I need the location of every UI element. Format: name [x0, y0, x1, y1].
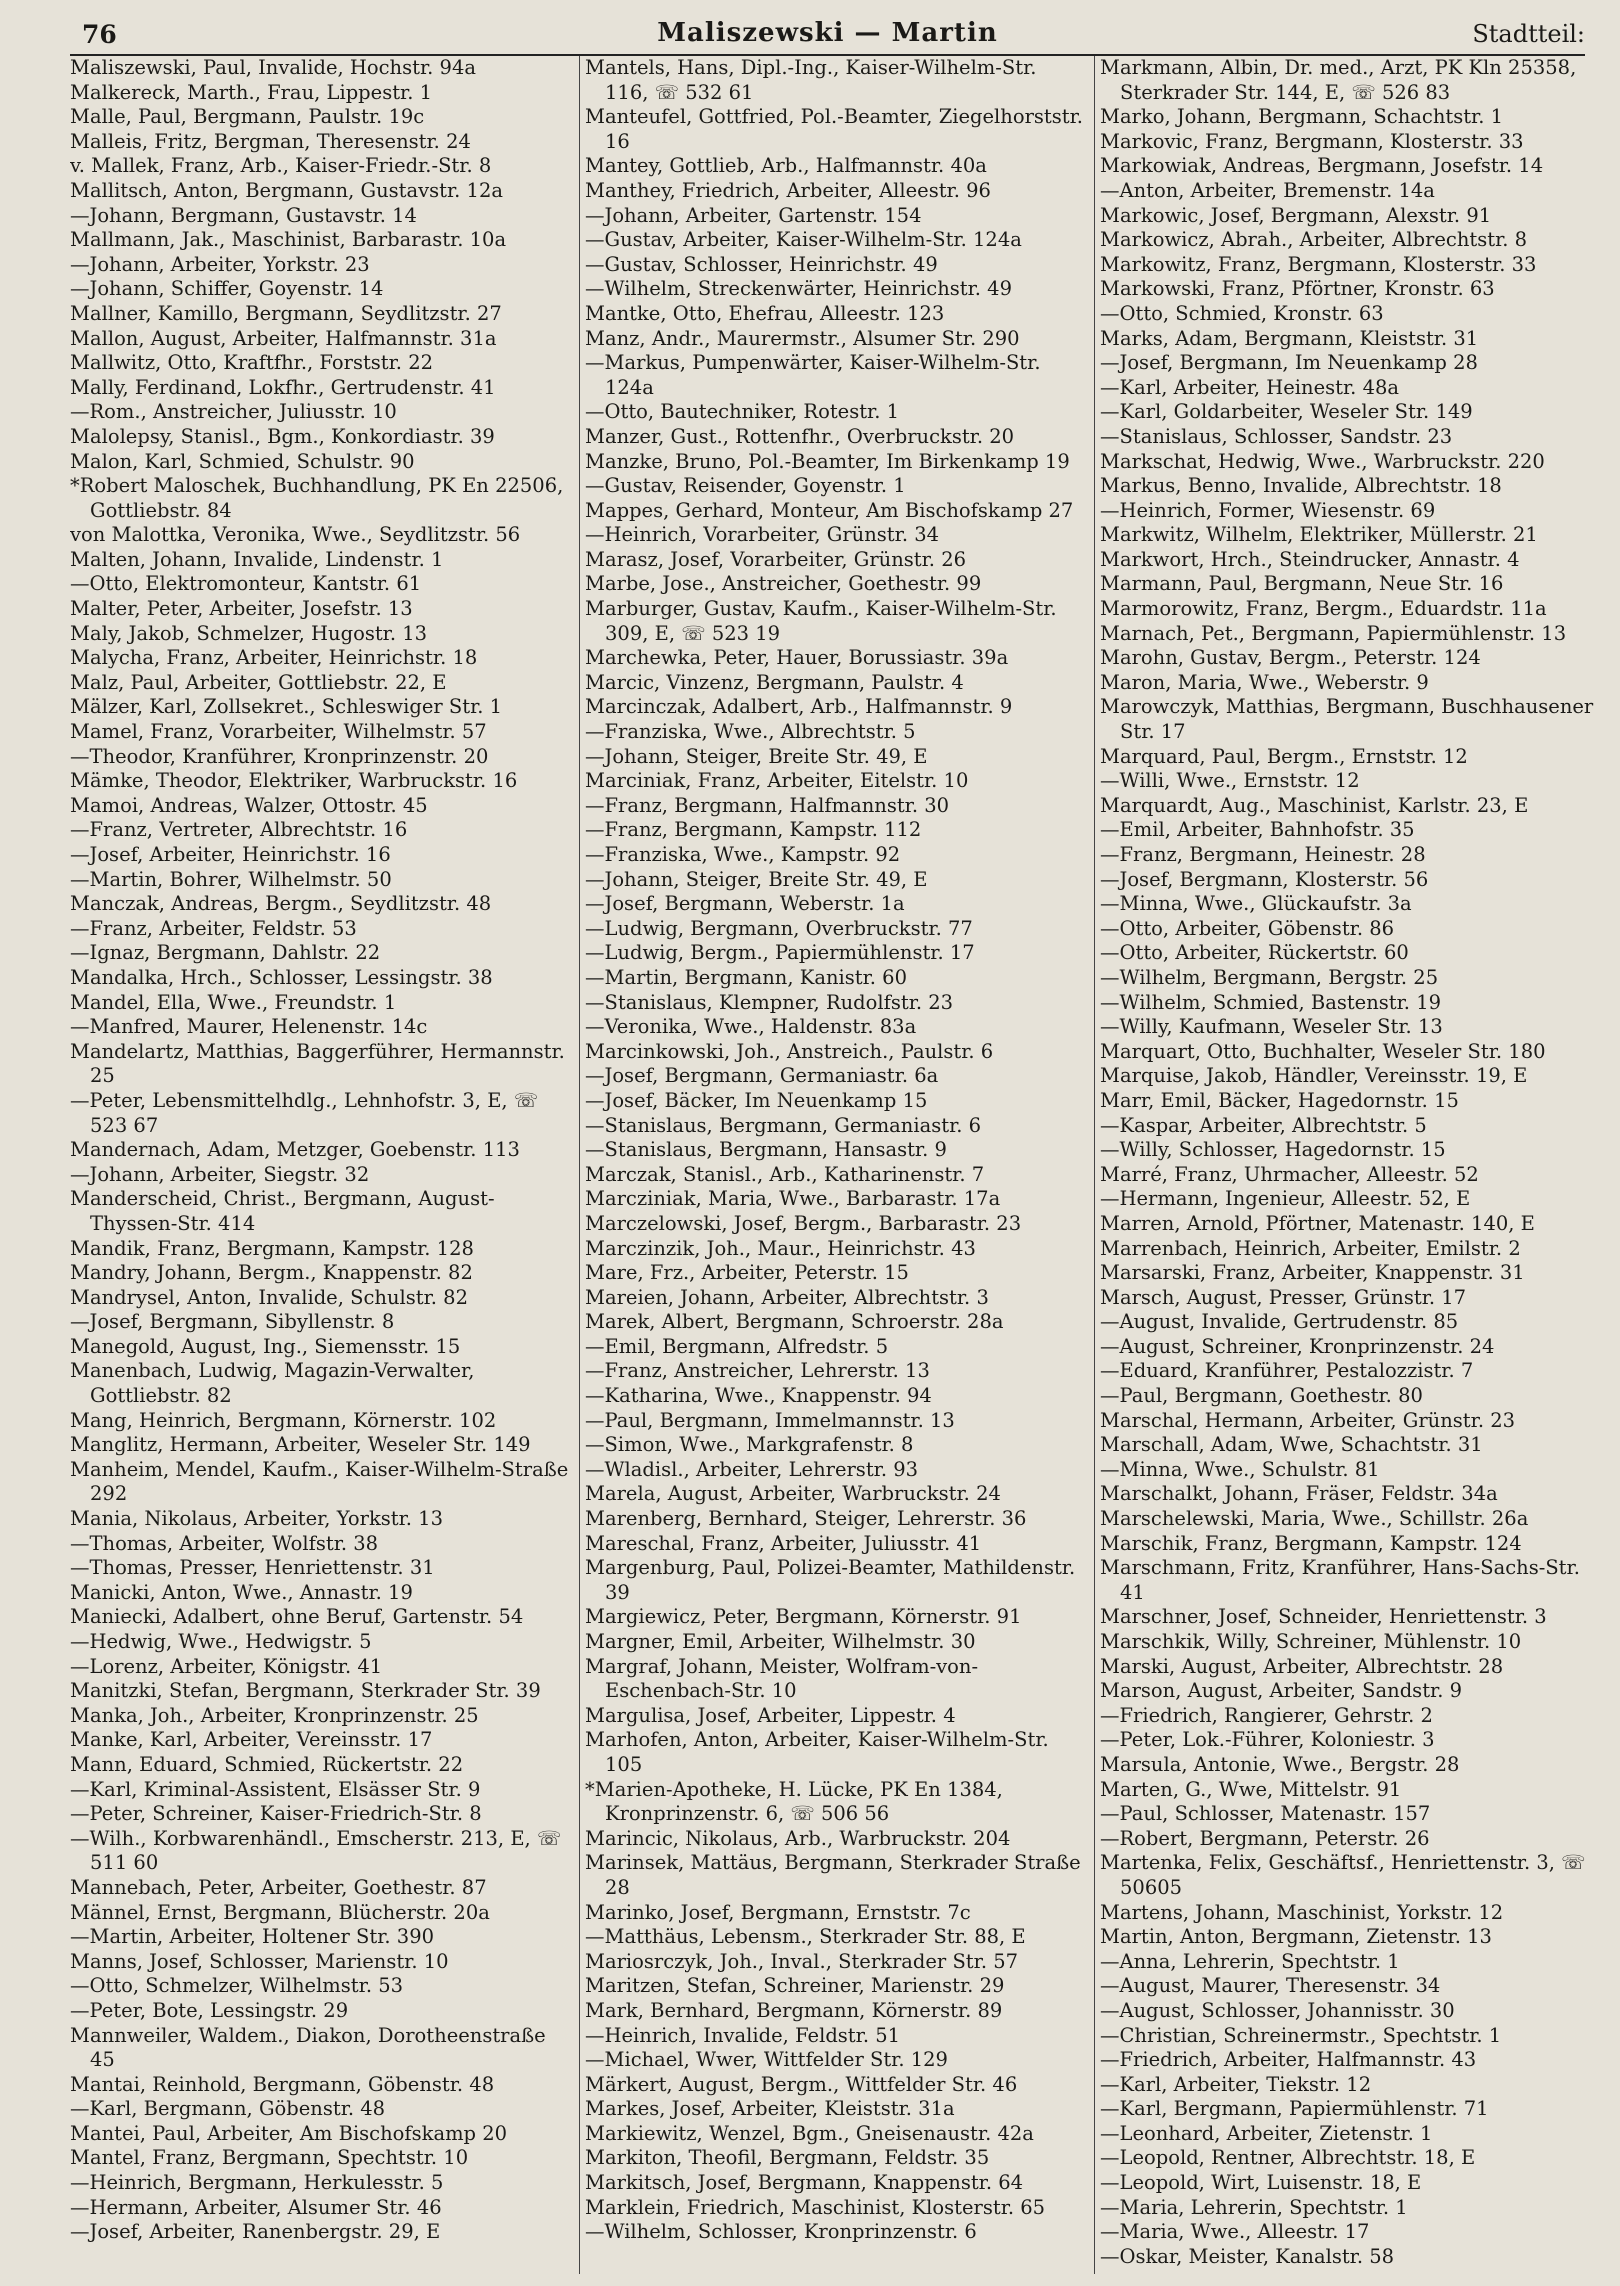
directory-entry: —Heinrich, Invalide, Feldstr. 51 [585, 2023, 901, 2047]
directory-entry: Mandel, Ella, Wwe., Freundstr. 1 [70, 990, 397, 1014]
directory-entry: Martens, Johann, Maschinist, Yorkstr. 12 [1100, 1900, 1504, 1924]
directory-entry: —Otto, Bautechniker, Rotestr. 1 [585, 400, 900, 424]
directory-entry: —Wilhelm, Schmied, Bastenstr. 19 [1100, 990, 1442, 1014]
directory-entry: —Johann, Steiger, Breite Str. 49, E [585, 744, 928, 768]
directory-entry: —Willy, Kaufmann, Weseler Str. 13 [1100, 1015, 1443, 1039]
directory-entry: —Franziska, Wwe., Albrechtstr. 5 [585, 720, 916, 744]
page-number: 76 [82, 20, 117, 49]
directory-entry: —Oskar, Meister, Kanalstr. 58 [1100, 2244, 1395, 2268]
column-2 [585, 56, 1085, 2245]
directory-entry: —Karl, Bergmann, Papiermühlenstr. 71 [1100, 2097, 1489, 2121]
directory-entry: Manicki, Anton, Wwe., Annastr. 19 [70, 1580, 413, 1604]
directory-entry: Marnach, Pet., Bergmann, Papiermühlenstr. 13 [1100, 621, 1567, 645]
directory-entry: Marcziniak, Maria, Wwe., Barbarastr. 17a [585, 1187, 1001, 1211]
directory-entry: Margenburg, Paul, Polizei-Beamter, Mathildenstr. 39 [585, 1556, 1076, 1604]
directory-entry: Malten, Johann, Invalide, Lindenstr. 1 [70, 547, 444, 571]
directory-entry: —Josef, Bäcker, Im Neuenkamp 15 [585, 1088, 928, 1112]
directory-entry: Mamoi, Andreas, Walzer, Ottostr. 45 [70, 793, 428, 817]
directory-entry: Mally, Ferdinand, Lokfhr., Gertrudenstr. 41 [70, 375, 496, 399]
directory-entry: —Anton, Arbeiter, Bremenstr. 14a [1100, 178, 1435, 202]
directory-entry: Manke, Karl, Arbeiter, Vereinsstr. 17 [70, 1728, 433, 1752]
directory-entry: —Willy, Schlosser, Hagedornstr. 15 [1100, 1138, 1446, 1162]
directory-entry: —Michael, Wwer, Wittfelder Str. 129 [585, 2048, 948, 2072]
directory-entry: Mallon, August, Arbeiter, Halfmannstr. 31a [70, 326, 497, 350]
directory-entry: Malon, Karl, Schmied, Schulstr. 90 [70, 449, 415, 473]
directory-entry: —Christian, Schreinermstr., Spechtstr. 1 [1100, 2023, 1502, 2047]
directory-entry: Marcinczak, Adalbert, Arb., Halfmannstr. 9 [585, 695, 1013, 719]
directory-entry: Mannebach, Peter, Arbeiter, Goethestr. 87 [70, 1875, 487, 1899]
directory-entry: —Simon, Wwe., Markgrafenstr. 8 [585, 1433, 914, 1457]
directory-entry: —Friedrich, Arbeiter, Halfmannstr. 43 [1100, 2048, 1477, 2072]
directory-entry: —Peter, Lok.-Führer, Koloniestr. 3 [1100, 1728, 1435, 1752]
directory-entry: —Hermann, Ingenieur, Alleestr. 52, E [1100, 1187, 1471, 1211]
directory-entry: Manglitz, Hermann, Arbeiter, Weseler Str. 149 [70, 1433, 531, 1457]
page-header [70, 12, 1585, 56]
directory-entry: —Stanislaus, Klempner, Rudolfstr. 23 [585, 990, 954, 1014]
directory-entry: —Rom., Anstreicher, Juliusstr. 10 [70, 400, 397, 424]
directory-entry: —Franziska, Wwe., Kampstr. 92 [585, 843, 901, 866]
directory-entry: Maritzen, Stefan, Schreiner, Marienstr. 29 [585, 1974, 1005, 1998]
column-divider [1094, 56, 1095, 2274]
directory-entry: Markwort, Hrch., Steindrucker, Annastr. 4 [1100, 547, 1520, 571]
directory-entry: —Josef, Bergmann, Weberstr. 1a [585, 892, 905, 916]
directory-entry: —Otto, Arbeiter, Göbenstr. 86 [1100, 916, 1395, 940]
directory-entry: Malleis, Fritz, Bergman, Theresenstr. 24 [70, 129, 471, 153]
directory-entry: —Anna, Lehrerin, Spechtstr. 1 [1100, 1949, 1400, 1973]
directory-entry: —Franz, Bergmann, Kampstr. 112 [585, 818, 922, 842]
directory-entry: Marciniak, Franz, Arbeiter, Eitelstr. 10 [585, 769, 969, 793]
directory-entry: —Wladisl., Arbeiter, Lehrerstr. 93 [585, 1457, 919, 1481]
directory-entry: Mantke, Otto, Ehefrau, Alleestr. 123 [585, 301, 945, 325]
directory-entry: —August, Invalide, Gertrudenstr. 85 [1100, 1310, 1459, 1334]
directory-entry: Marsarski, Franz, Arbeiter, Knappenstr. 31 [1100, 1261, 1525, 1285]
directory-entry: Mandry, Johann, Bergm., Knappenstr. 82 [70, 1261, 473, 1285]
directory-entry: von Malottka, Veronika, Wwe., Seydlitzstr. 56 [70, 523, 521, 547]
directory-entry: —Karl, Goldarbeiter, Weseler Str. 149 [1100, 400, 1473, 424]
directory-entry: Mandelartz, Matthias, Baggerführer, Hermannstr. 25 [70, 1039, 565, 1088]
directory-entry: —Josef, Bergmann, Sibyllenstr. 8 [70, 1310, 395, 1334]
directory-entry: —Karl, Arbeiter, Tiekstr. 12 [1100, 2072, 1372, 2096]
directory-entry: —Paul, Bergmann, Immelmannstr. 13 [585, 1408, 955, 1432]
directory-entry: —Franz, Bergmann, Heinestr. 28 [1100, 843, 1426, 866]
directory-entry: Mämke, Theodor, Elektriker, Warbruckstr. 16 [70, 769, 518, 793]
directory-entry: Maly, Jakob, Schmelzer, Hugostr. 13 [70, 621, 428, 645]
directory-entry: —Franz, Vertreter, Albrechtstr. 16 [70, 818, 408, 842]
directory-entry: Mallitsch, Anton, Bergmann, Gustavstr. 12a [70, 178, 503, 202]
directory-entry: —Heinrich, Vorarbeiter, Grünstr. 34 [585, 523, 940, 547]
directory-entry: —Emil, Arbeiter, Bahnhofstr. 35 [1100, 818, 1415, 842]
directory-entry: Marincic, Nikolaus, Arb., Warbruckstr. 204 [585, 1826, 1011, 1850]
directory-entry: Mantels, Hans, Dipl.-Ing., Kaiser-Wilhelm-Str. 116, ☏ 532 61 [585, 56, 1037, 104]
directory-entry: Markowiak, Andreas, Bergmann, Josefstr. 14 [1100, 154, 1544, 178]
directory-entry: Marré, Franz, Uhrmacher, Alleestr. 52 [1100, 1162, 1479, 1186]
directory-entry: —Stanislaus, Bergmann, Germaniastr. 6 [585, 1113, 982, 1137]
directory-entry: —Gustav, Arbeiter, Kaiser-Wilhelm-Str. 124a [585, 228, 1022, 252]
directory-entry: Märkert, August, Bergm., Wittfelder Str. 46 [585, 2072, 1018, 2096]
column-1 [70, 56, 570, 2245]
directory-entry: Marowczyk, Matthias, Bergmann, Buschhausener Str. 17 [1100, 695, 1594, 744]
directory-entry: Manenbach, Ludwig, Magazin-Verwalter, Gottliebstr. 82 [70, 1359, 475, 1408]
directory-entry: Markwitz, Wilhelm, Elektriker, Müllerstr. 21 [1100, 523, 1538, 547]
directory-entry: Männel, Ernst, Bergmann, Blücherstr. 20a [70, 1900, 490, 1924]
directory-entry: Marasz, Josef, Vorarbeiter, Grünstr. 26 [585, 547, 967, 571]
directory-entry: —Markus, Pumpenwärter, Kaiser-Wilhelm-Str. 124a [585, 351, 1041, 399]
directory-entry: —Willi, Wwe., Ernststr. 12 [1100, 769, 1360, 793]
directory-entry: Mallmann, Jak., Maschinist, Barbarastr. 10a [70, 228, 507, 252]
directory-entry: Marks, Adam, Bergmann, Kleiststr. 31 [1100, 326, 1479, 350]
directory-entry: —Matthäus, Lebensm., Sterkrader Str. 88, E [585, 1925, 1026, 1949]
directory-entry: Mallner, Kamillo, Bergmann, Seydlitzstr. 27 [70, 301, 502, 325]
directory-entry: Mantai, Reinhold, Bergmann, Göbenstr. 48 [70, 2072, 495, 2096]
directory-entry: Marhofen, Anton, Arbeiter, Kaiser-Wilhelm-Str. 105 [585, 1728, 1049, 1776]
directory-entry: —Maria, Lehrerin, Spechtstr. 1 [1100, 2195, 1408, 2219]
directory-entry: Marsch, August, Presser, Grünstr. 17 [1100, 1285, 1467, 1309]
directory-entry: Maniecki, Adalbert, ohne Beruf, Gartenstr. 54 [70, 1605, 524, 1629]
directory-entry: —Franz, Anstreicher, Lehrerstr. 13 [585, 1359, 930, 1383]
directory-entry: Manthey, Friedrich, Arbeiter, Alleestr. 96 [585, 178, 991, 202]
directory-entry: Martenka, Felix, Geschäftsf., Henriettenstr. 3, ☏ 50605 [1100, 1851, 1586, 1899]
directory-entry: —Martin, Arbeiter, Holtener Str. 390 [70, 1925, 435, 1949]
directory-entry: —Otto, Elektromonteur, Kantstr. 61 [70, 572, 422, 596]
directory-entry: Mandik, Franz, Bergmann, Kampstr. 128 [70, 1236, 474, 1260]
directory-entry: Marczinzik, Joh., Maur., Heinrichstr. 43 [585, 1236, 976, 1260]
directory-entry: Martin, Anton, Bergmann, Zietenstr. 13 [1100, 1925, 1492, 1949]
directory-entry: —Wilhelm, Schlosser, Kronprinzenstr. 6 [585, 2220, 977, 2244]
directory-entry: Mariosrczyk, Joh., Inval., Sterkrader Str. 57 [585, 1949, 1019, 1973]
directory-entry: Markovic, Franz, Bergmann, Klosterstr. 33 [1100, 129, 1524, 153]
directory-entry: Margraf, Johann, Meister, Wolfram-von-Eschenbach-Str. 10 [585, 1654, 979, 1703]
directory-entry: Marcic, Vinzenz, Bergmann, Paulstr. 4 [585, 670, 964, 694]
directory-entry: Mappes, Gerhard, Monteur, Am Bischofskamp 27 [585, 498, 1074, 522]
directory-entry: —Katharina, Wwe., Knappenstr. 94 [585, 1384, 932, 1408]
directory-entry: —Thomas, Arbeiter, Wolfstr. 38 [70, 1531, 379, 1555]
directory-entry: Mantel, Franz, Bergmann, Spechtstr. 10 [70, 2146, 469, 2170]
directory-entry: Manzer, Gust., Rottenfhr., Overbruckstr. 20 [585, 424, 1015, 448]
directory-entry: Marquart, Otto, Buchhalter, Weseler Str. 180 [1100, 1039, 1546, 1063]
directory-entry: Marson, August, Arbeiter, Sandstr. 9 [1100, 1679, 1463, 1703]
directory-entry: Marschkik, Willy, Schreiner, Mühlenstr. 10 [1100, 1630, 1522, 1653]
directory-entry: Marrenbach, Heinrich, Arbeiter, Emilstr. 2 [1100, 1236, 1521, 1260]
directory-entry: —Maria, Wwe., Alleestr. 17 [1100, 2220, 1370, 2244]
directory-entry: Mare, Frz., Arbeiter, Peterstr. 15 [585, 1261, 909, 1285]
directory-entry: Manzke, Bruno, Pol.-Beamter, Im Birkenkamp 19 [585, 449, 1070, 473]
directory-entry: —Ludwig, Bergmann, Overbruckstr. 77 [585, 916, 973, 940]
directory-entry: —Heinrich, Former, Wiesenstr. 69 [1100, 498, 1436, 522]
directory-entry: Marklein, Friedrich, Maschinist, Klosterstr. 65 [585, 2195, 1046, 2219]
directory-entry: Marohn, Gustav, Bergm., Peterstr. 124 [1100, 646, 1481, 670]
directory-entry: Manz, Andr., Maurermstr., Alsumer Str. 290 [585, 326, 1020, 350]
directory-entry: Margiewicz, Peter, Bergmann, Körnerstr. 91 [585, 1605, 1022, 1629]
directory-entry: —Paul, Schlosser, Matenastr. 157 [1100, 1802, 1431, 1826]
directory-entry: Manteufel, Gottfried, Pol.-Beamter, Ziegelhorststr. 16 [585, 105, 1083, 153]
directory-entry: —Karl, Kriminal-Assistent, Elsässer Str. 9 [70, 1777, 481, 1801]
directory-entry: Marschall, Adam, Wwe, Schachtstr. 31 [1100, 1433, 1483, 1457]
directory-entry: Mann, Eduard, Schmied, Rückertstr. 22 [70, 1752, 464, 1776]
directory-entry: Marquard, Paul, Bergm., Ernststr. 12 [1100, 744, 1468, 768]
directory-entry: Mandrysel, Anton, Invalide, Schulstr. 82 [70, 1285, 468, 1309]
directory-entry: Markowicz, Abrah., Arbeiter, Albrechtstr. 8 [1100, 228, 1528, 252]
directory-entry: Mamel, Franz, Vorarbeiter, Wilhelmstr. 57 [70, 720, 487, 744]
directory-entry: Marek, Albert, Bergmann, Schroerstr. 28a [585, 1310, 1004, 1334]
directory-entry: Manitzki, Stefan, Bergmann, Sterkrader Str. 39 [70, 1679, 541, 1703]
directory-entry: —Johann, Arbeiter, Gartenstr. 154 [585, 203, 922, 227]
directory-entry: Mannweiler, Waldem., Diakon, Dorotheenstraße 45 [70, 2023, 546, 2072]
directory-entry: —Josef, Bergmann, Klosterstr. 56 [1100, 867, 1429, 891]
directory-entry: Mark, Bernhard, Bergmann, Körnerstr. 89 [585, 1998, 1003, 2022]
directory-entry: Marski, August, Arbeiter, Albrechtstr. 28 [1100, 1654, 1504, 1678]
directory-entry: Marcinkowski, Joh., Anstreich., Paulstr. 6 [585, 1039, 994, 1063]
directory-entry: —Kaspar, Arbeiter, Albrechtstr. 5 [1100, 1113, 1427, 1137]
directory-entry: —Karl, Arbeiter, Heinestr. 48a [1100, 375, 1400, 399]
district-label: Stadtteil: [1472, 20, 1585, 48]
directory-entry: Mania, Nikolaus, Arbeiter, Yorkstr. 13 [70, 1507, 443, 1531]
directory-entry: —Martin, Bergmann, Kanistr. 60 [585, 965, 907, 989]
directory-entry: Marinsek, Mattäus, Bergmann, Sterkrader Straße 28 [585, 1851, 1081, 1899]
directory-entry: —Hedwig, Wwe., Hedwigstr. 5 [70, 1630, 372, 1653]
directory-entry: Markitsch, Josef, Bergmann, Knappenstr. 64 [585, 2171, 1024, 2195]
directory-entry: Maron, Maria, Wwe., Weberstr. 9 [1100, 670, 1429, 694]
directory-entry: Margulisa, Josef, Arbeiter, Lippestr. 4 [585, 1703, 956, 1727]
column-3 [1100, 56, 1600, 2269]
directory-entry: —Hermann, Arbeiter, Alsumer Str. 46 [70, 2195, 442, 2219]
directory-entry: Marchewka, Peter, Hauer, Borussiastr. 39a [585, 646, 1009, 670]
directory-entry: Maliszewski, Paul, Invalide, Hochstr. 94a [70, 56, 476, 79]
directory-entry: —Gustav, Reisender, Goyenstr. 1 [585, 474, 906, 498]
directory-entry: Marquardt, Aug., Maschinist, Karlstr. 23, E [1100, 793, 1529, 817]
directory-entry: —Franz, Bergmann, Halfmannstr. 30 [585, 793, 950, 817]
directory-entry: Marschal, Hermann, Arbeiter, Grünstr. 23 [1100, 1408, 1516, 1432]
directory-entry: Mantei, Paul, Arbeiter, Am Bischofskamp 20 [70, 2121, 508, 2145]
directory-entry: Malkereck, Marth., Frau, Lippestr. 1 [70, 80, 433, 104]
directory-entry: —Karl, Bergmann, Göbenstr. 48 [70, 2097, 386, 2121]
directory-entry: Mallwitz, Otto, Kraftfhr., Forststr. 22 [70, 351, 434, 375]
directory-entry: —Emil, Bergmann, Alfredstr. 5 [585, 1334, 889, 1358]
directory-entry: Marschalkt, Johann, Fräser, Feldstr. 34a [1100, 1482, 1498, 1506]
directory-entry: —Otto, Arbeiter, Rückertstr. 60 [1100, 941, 1409, 965]
directory-entry: —Lorenz, Arbeiter, Königstr. 41 [70, 1654, 383, 1678]
directory-entry: —Friedrich, Rangierer, Gehrstr. 2 [1100, 1703, 1433, 1727]
directory-entry: —August, Schreiner, Kronprinzenstr. 24 [1100, 1334, 1495, 1358]
directory-entry: Manheim, Mendel, Kaufm., Kaiser-Wilhelm-Straße 292 [70, 1457, 569, 1506]
directory-entry: Malolepsy, Stanisl., Bgm., Konkordiastr. 39 [70, 424, 495, 448]
directory-entry: —Ludwig, Bergm., Papiermühlenstr. 17 [585, 941, 975, 965]
directory-entry: —Ignaz, Bergmann, Dahlstr. 22 [70, 941, 381, 965]
directory-entry: —Minna, Wwe., Glückaufstr. 3a [1100, 892, 1412, 916]
directory-entry: —Stanislaus, Bergmann, Hansastr. 9 [585, 1138, 947, 1162]
directory-entry: Marten, G., Wwe, Mittelstr. 91 [1100, 1777, 1402, 1801]
directory-entry: —Johann, Steiger, Breite Str. 49, E [585, 867, 928, 891]
directory-entry: —Thomas, Presser, Henriettenstr. 31 [70, 1556, 435, 1580]
directory-entry: Malz, Paul, Arbeiter, Gottliebstr. 22, E [70, 670, 447, 694]
directory-entry: —Leopold, Wirt, Luisenstr. 18, E [1100, 2171, 1422, 2195]
directory-entry: —Josef, Arbeiter, Ranenbergstr. 29, E [70, 2220, 441, 2244]
directory-entry: —Josef, Bergmann, Im Neuenkamp 28 [1100, 351, 1478, 375]
directory-entry: Marbe, Jose., Anstreicher, Goethestr. 99 [585, 572, 982, 596]
directory-entry: Markowski, Franz, Pförtner, Kronstr. 63 [1100, 277, 1495, 301]
directory-entry: —Robert, Bergmann, Peterstr. 26 [1100, 1826, 1430, 1850]
directory-entry: —Wilhelm, Streckenwärter, Heinrichstr. 49 [585, 277, 1012, 301]
directory-entry: Manns, Josef, Schlosser, Marienstr. 10 [70, 1949, 449, 1973]
directory-entry: Mandalka, Hrch., Schlosser, Lessingstr. 38 [70, 965, 493, 989]
directory-entry: Marmorowitz, Franz, Bergm., Eduardstr. 11a [1100, 597, 1547, 621]
directory-entry: —Johann, Schiffer, Goyenstr. 14 [70, 277, 384, 301]
directory-entry: Markes, Josef, Arbeiter, Kleiststr. 31a [585, 2097, 955, 2121]
directory-entry: Marschmann, Fritz, Kranführer, Hans-Sachs-Str. 41 [1100, 1556, 1580, 1604]
directory-entry: Marsula, Antonie, Wwe., Bergstr. 28 [1100, 1752, 1460, 1776]
directory-entry: Marczak, Stanisl., Arb., Katharinenstr. 7 [585, 1162, 985, 1186]
directory-entry: Marela, August, Arbeiter, Warbruckstr. 24 [585, 1482, 1001, 1506]
directory-entry: Markowitz, Franz, Bergmann, Klosterstr. 33 [1100, 252, 1537, 276]
directory-entry: Marr, Emil, Bäcker, Hagedornstr. 15 [1100, 1088, 1459, 1112]
directory-entry: —Leopold, Rentner, Albrechtstr. 18, E [1100, 2146, 1476, 2170]
directory-entry: —Johann, Bergmann, Gustavstr. 14 [70, 203, 417, 227]
directory-entry: v. Mallek, Franz, Arb., Kaiser-Friedr.-Str. 8 [70, 154, 492, 178]
directory-entry: Mang, Heinrich, Bergmann, Körnerstr. 102 [70, 1408, 497, 1432]
column-divider [579, 56, 580, 2274]
directory-entry: Manka, Joh., Arbeiter, Kronprinzenstr. 25 [70, 1703, 479, 1727]
directory-entry: —Wilhelm, Bergmann, Bergstr. 25 [1100, 965, 1439, 989]
directory-entry: —Heinrich, Bergmann, Herkulesstr. 5 [70, 2171, 444, 2195]
directory-entry: Mareschal, Franz, Arbeiter, Juliusstr. 41 [585, 1531, 982, 1555]
directory-entry: Markmann, Albin, Dr. med., Arzt, PK Kln 25358, Sterkrader Str. 144, E, ☏ 526 83 [1100, 56, 1577, 104]
directory-entry: Malle, Paul, Bergmann, Paulstr. 19c [70, 105, 425, 129]
directory-entry: Mandernach, Adam, Metzger, Goebenstr. 113 [70, 1138, 520, 1162]
directory-entry: —August, Maurer, Theresenstr. 34 [1100, 1974, 1441, 1998]
directory-entry: —Peter, Schreiner, Kaiser-Friedrich-Str. 8 [70, 1802, 482, 1826]
directory-entry: Marren, Arnold, Pförtner, Matenastr. 140, E [1100, 1211, 1535, 1235]
directory-entry: —Gustav, Schlosser, Heinrichstr. 49 [585, 252, 938, 276]
directory-entry: Marschik, Franz, Bergmann, Kampstr. 124 [1100, 1531, 1522, 1555]
directory-entry: Manczak, Andreas, Bergm., Seydlitzstr. 48 [70, 892, 492, 916]
directory-entry: —Franz, Arbeiter, Feldstr. 53 [70, 916, 357, 940]
directory-entry: Manderscheid, Christ., Bergmann, August-Thyssen-Str. 414 [70, 1187, 495, 1235]
directory-entry: Margner, Emil, Arbeiter, Wilhelmstr. 30 [585, 1630, 976, 1653]
directory-entry: —Wilh., Korbwarenhändl., Emscherstr. 213, E, ☏ 511 60 [70, 1826, 562, 1875]
directory-entry: Mälzer, Karl, Zollsekret., Schleswiger Str. 1 [70, 695, 503, 719]
directory-entry: —Otto, Schmelzer, Wilhelmstr. 53 [70, 1974, 404, 1998]
directory-entry: —Paul, Bergmann, Goethestr. 80 [1100, 1384, 1423, 1408]
directory-entry: Markiewitz, Wenzel, Bgm., Gneisenaustr. 42a [585, 2121, 1034, 2145]
directory-entry: —Peter, Bote, Lessingstr. 29 [70, 1998, 349, 2022]
directory-entry: Marmann, Paul, Bergmann, Neue Str. 16 [1100, 572, 1504, 596]
directory-entry: Marenberg, Bernhard, Steiger, Lehrerstr. 36 [585, 1507, 1027, 1531]
directory-entry: Markschat, Hedwig, Wwe., Warbruckstr. 220 [1100, 449, 1545, 473]
directory-entry: Malter, Peter, Arbeiter, Josefstr. 13 [70, 597, 413, 621]
running-head: Maliszewski — Martin [657, 18, 998, 48]
directory-entry: Mareien, Johann, Arbeiter, Albrechtstr. 3 [585, 1285, 989, 1309]
directory-entry: *Marien-Apotheke, H. Lücke, PK En 1384, Kronprinzenstr. 6, ☏ 506 56 [585, 1777, 1003, 1826]
directory-entry: —Theodor, Kranführer, Kronprinzenstr. 20 [70, 744, 489, 768]
directory-entry: —Johann, Arbeiter, Yorkstr. 23 [70, 252, 370, 276]
directory-entry: Mantey, Gottlieb, Arb., Halfmannstr. 40a [585, 154, 987, 178]
directory-entry: —August, Schlosser, Johannisstr. 30 [1100, 1998, 1455, 2022]
directory-entry: Marschner, Josef, Schneider, Henriettenstr. 3 [1100, 1605, 1547, 1629]
directory-entry: Marinko, Josef, Bergmann, Ernststr. 7c [585, 1900, 971, 1924]
directory-entry: —Eduard, Kranführer, Pestalozzistr. 7 [1100, 1359, 1474, 1383]
directory-entry: —Minna, Wwe., Schulstr. 81 [1100, 1457, 1380, 1481]
directory-entry: —Josef, Arbeiter, Heinrichstr. 16 [70, 843, 391, 866]
directory-entry: —Johann, Arbeiter, Siegstr. 32 [70, 1162, 370, 1186]
directory-entry: Marburger, Gustav, Kaufm., Kaiser-Wilhelm-Str. 309, E, ☏ 523 19 [585, 597, 1057, 645]
directory-entry: Manegold, August, Ing., Siemensstr. 15 [70, 1334, 461, 1358]
directory-entry: —Manfred, Maurer, Helenenstr. 14c [70, 1015, 428, 1039]
directory-entry: Marko, Johann, Bergmann, Schachtstr. 1 [1100, 105, 1504, 129]
directory-entry: —Stanislaus, Schlosser, Sandstr. 23 [1100, 424, 1453, 448]
directory-entry: —Leonhard, Arbeiter, Zietenstr. 1 [1100, 2121, 1433, 2145]
directory-entry: Markiton, Theofil, Bergmann, Feldstr. 35 [585, 2146, 990, 2170]
directory-entry: —Veronika, Wwe., Haldenstr. 83a [585, 1015, 917, 1039]
directory-entry: Malycha, Franz, Arbeiter, Heinrichstr. 18 [70, 646, 478, 670]
directory-entry: Markowic, Josef, Bergmann, Alexstr. 91 [1100, 203, 1492, 227]
directory-entry: Markus, Benno, Invalide, Albrechtstr. 18 [1100, 474, 1502, 498]
directory-entry: Marquise, Jakob, Händler, Vereinsstr. 19, E [1100, 1064, 1528, 1088]
directory-entry: —Peter, Lebensmittelhdlg., Lehnhofstr. 3, E, ☏ 523 67 [70, 1088, 539, 1137]
directory-entry: —Otto, Schmied, Kronstr. 63 [1100, 301, 1384, 325]
directory-entry: Marczelowski, Josef, Bergm., Barbarastr. 23 [585, 1211, 1022, 1235]
directory-entry: —Martin, Bohrer, Wilhelmstr. 50 [70, 867, 392, 891]
directory-entry: *Robert Maloschek, Buchhandlung, PK En 22506, Gottliebstr. 84 [70, 474, 564, 522]
directory-entry: —Josef, Bergmann, Germaniastr. 6a [585, 1064, 939, 1088]
directory-entry: Marschelewski, Maria, Wwe., Schillstr. 26a [1100, 1507, 1529, 1531]
